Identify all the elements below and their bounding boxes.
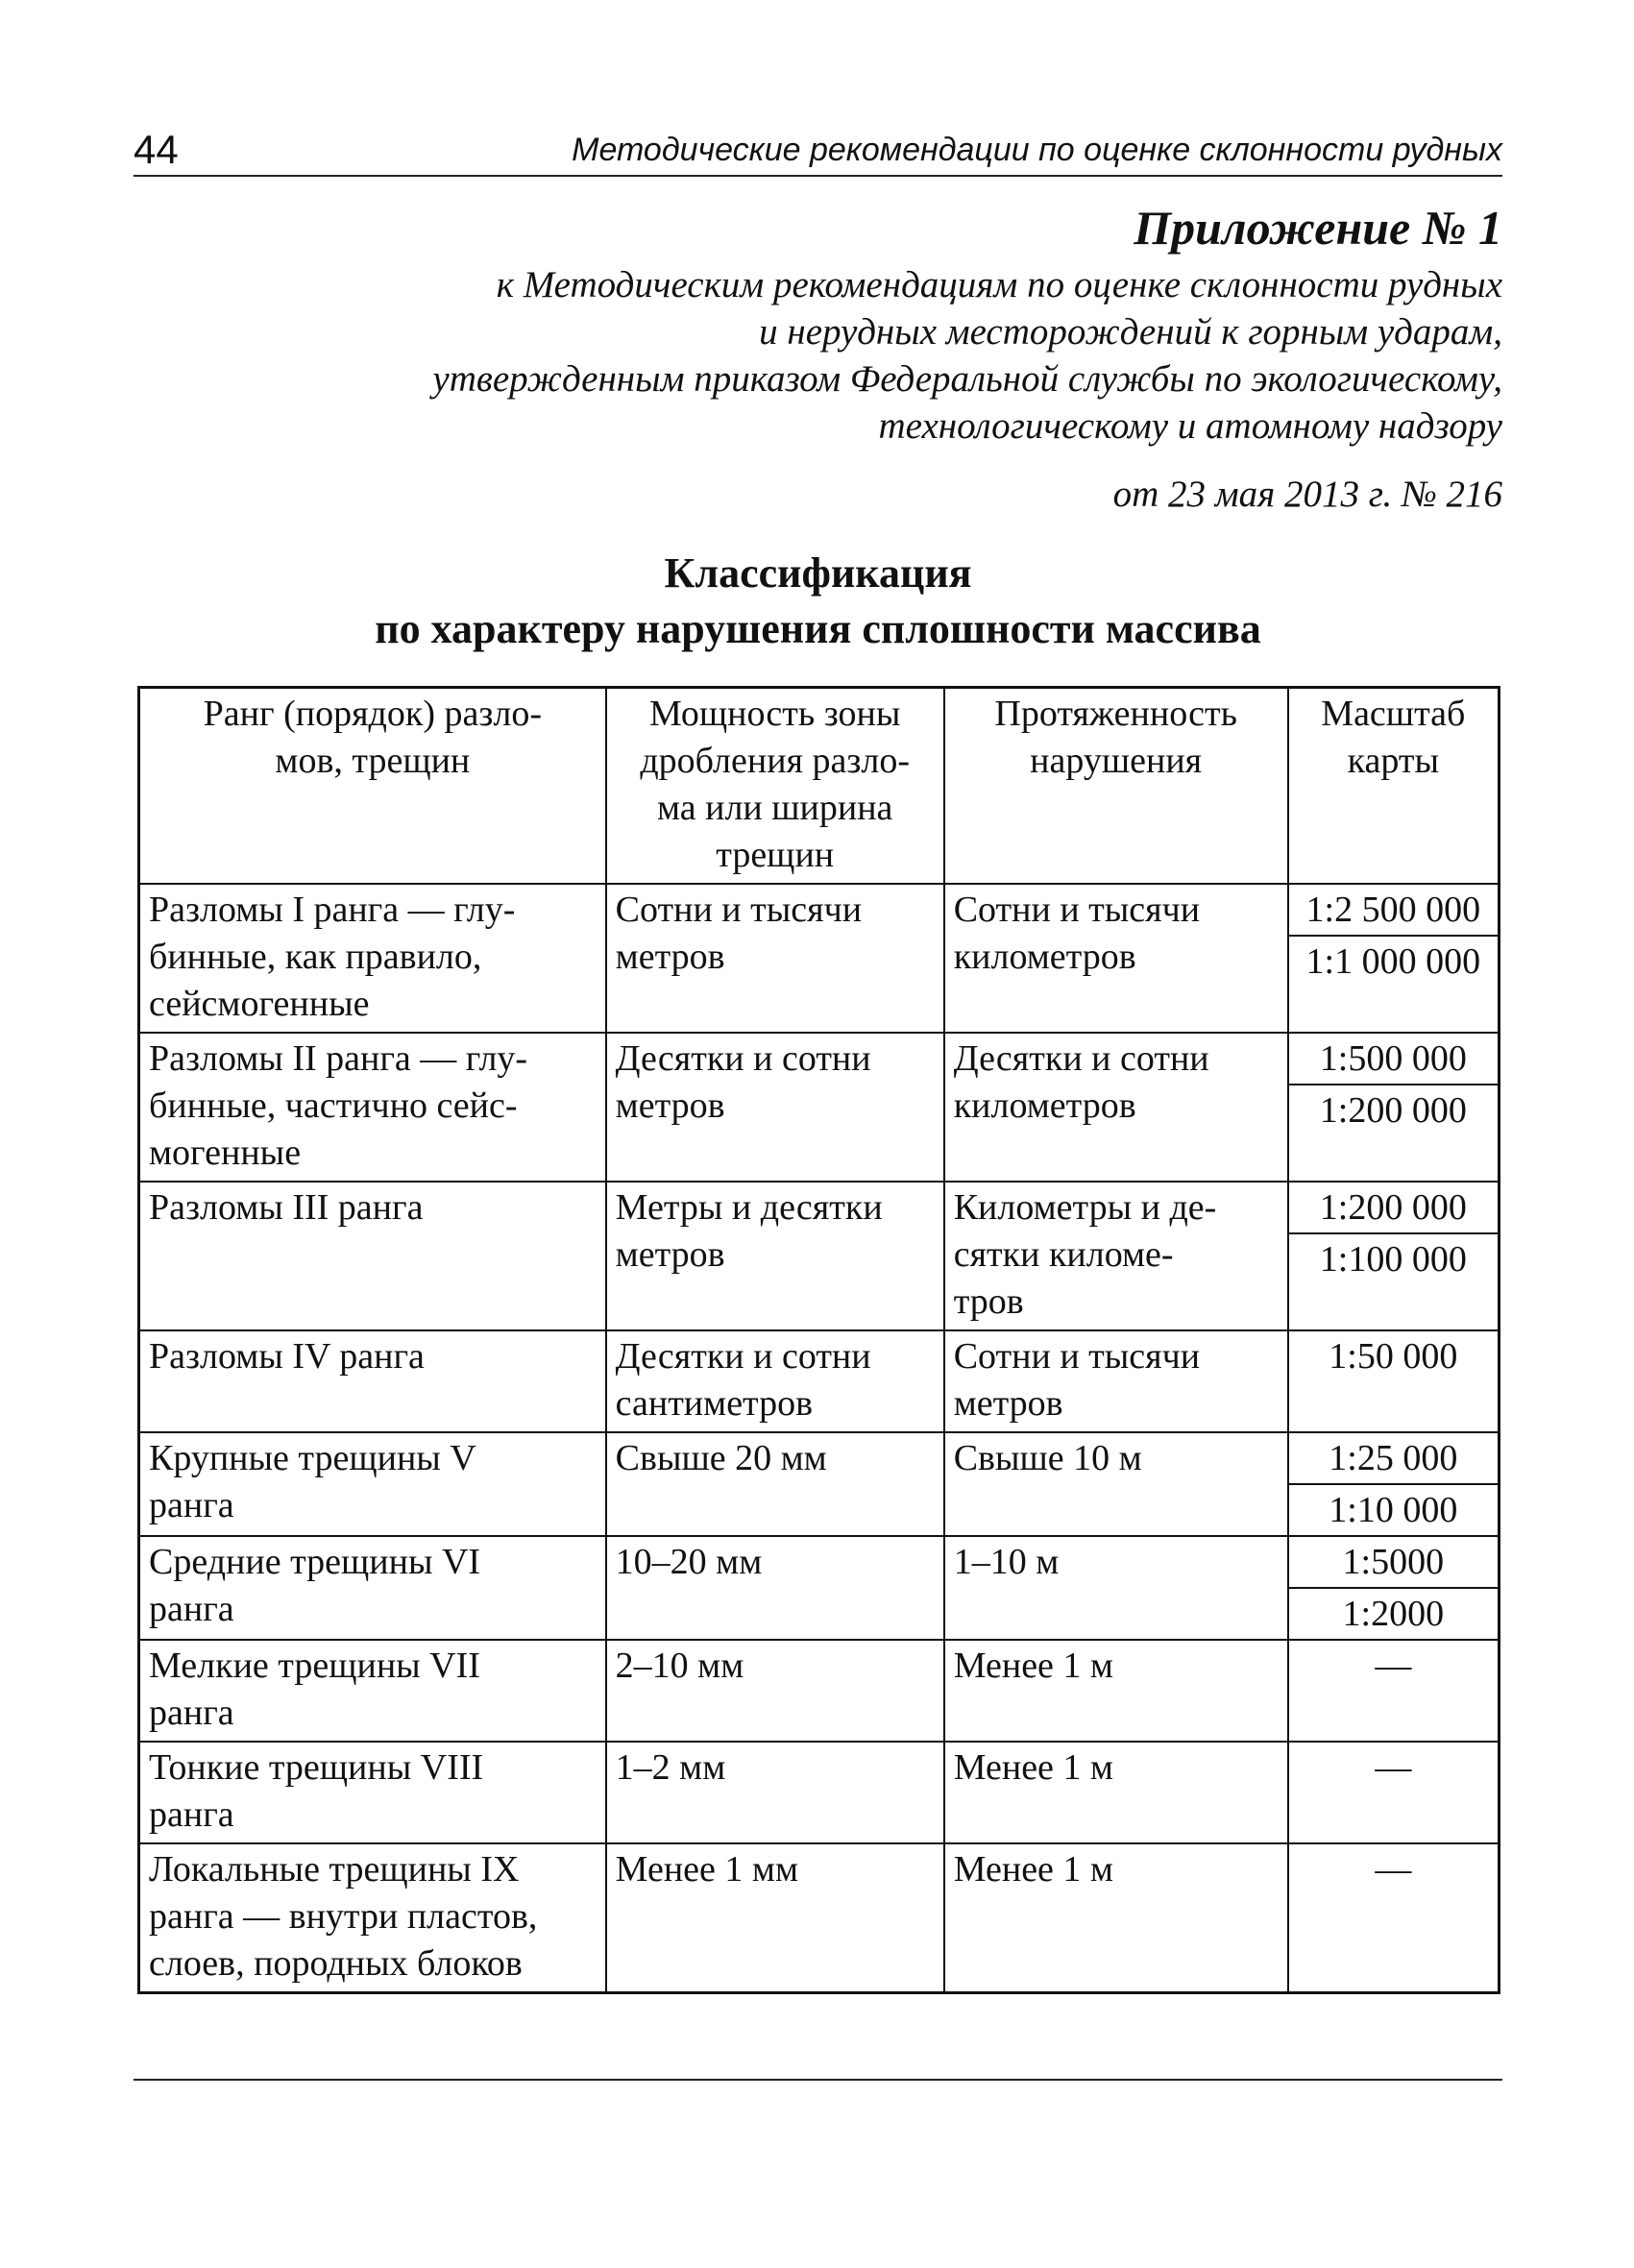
cell-rank: Разломы II ранга — глу- бинные, частично сейс- могенные: [139, 1033, 606, 1182]
table-row: [139, 884, 1500, 1033]
header-scale: Масштаб карты: [1288, 688, 1500, 885]
cell-scale: [1288, 1742, 1500, 1843]
cell-thickness: 1–2 мм: [606, 1742, 944, 1843]
cell-extent: Сотни и тысячи километров: [944, 884, 1288, 1033]
map-scale: —: [1375, 1747, 1412, 1788]
scale-list: [1289, 1183, 1498, 1284]
cell-thickness: Метры и десятки метров: [606, 1182, 944, 1330]
cell-scale: [1288, 1033, 1500, 1182]
cell-rank: Разломы III ранга: [139, 1182, 606, 1330]
appendix-block: [254, 198, 1502, 518]
cell-extent: Менее 1 м: [944, 1640, 1288, 1742]
map-scale: 1:2 500 000: [1305, 890, 1481, 930]
cell-scale: [1288, 1536, 1500, 1640]
scale-list: [1289, 1034, 1498, 1135]
appendix-line: технологическому и атомному надзору: [878, 405, 1502, 447]
map-scale: —: [1375, 1849, 1412, 1890]
cell-scale: [1288, 1843, 1500, 1993]
scale-list: [1289, 1433, 1498, 1535]
cell-thickness: 2–10 мм: [606, 1640, 944, 1742]
cell-extent: 1–10 м: [944, 1536, 1288, 1640]
running-title: Методические рекомендации по оценке склонности рудных: [572, 132, 1502, 168]
table-title-line: Классификация: [664, 549, 972, 597]
scale-list: [1289, 1743, 1498, 1792]
cell-rank: Средние трещины VI ранга: [139, 1536, 606, 1640]
scale-list: [1289, 1331, 1498, 1381]
appendix-title: Приложение № 1: [1134, 201, 1502, 255]
cell-scale: [1288, 1330, 1500, 1432]
page-header: [134, 125, 1502, 177]
scale-list: [1289, 1844, 1498, 1894]
table-row: [139, 1640, 1500, 1742]
table-row: [139, 1432, 1500, 1536]
cell-thickness: Десятки и сотни сантиметров: [606, 1330, 944, 1432]
classification-table: [137, 686, 1500, 1994]
map-scale: 1:200 000: [1289, 1084, 1498, 1135]
header-rank: Ранг (порядок) разло- мов, трещин: [139, 688, 606, 885]
map-scale: 1:25 000: [1329, 1438, 1458, 1478]
table-row: [139, 1536, 1500, 1640]
cell-scale: [1288, 1182, 1500, 1330]
table-title-line: по характеру нарушения сплошности массива: [375, 605, 1261, 652]
cell-extent: Свыше 10 м: [944, 1432, 1288, 1536]
map-scale: 1:2000: [1289, 1587, 1498, 1639]
map-scale: 1:100 000: [1289, 1232, 1498, 1284]
scale-list: [1289, 1537, 1498, 1639]
map-scale: 1:50 000: [1329, 1336, 1458, 1377]
scale-list: [1289, 885, 1498, 987]
cell-rank: Крупные трещины V ранга: [139, 1432, 606, 1536]
table-row: [139, 1843, 1500, 1993]
header-extent: Протяженность нарушения: [944, 688, 1288, 885]
cell-rank: Разломы I ранга — глу- бинные, как правило, сейсмогенные: [139, 884, 606, 1033]
appendix-line: к Методическим рекомендациям по оценке склонности рудных: [496, 264, 1502, 305]
cell-thickness: Менее 1 мм: [606, 1843, 944, 1993]
cell-rank: Локальные трещины IX ранга — внутри пластов, слоев, породных блоков: [139, 1843, 606, 1993]
cell-thickness: Десятки и сотни метров: [606, 1033, 944, 1182]
appendix-date: от 23 мая 2013 г. № 216: [1112, 474, 1502, 515]
table-row: [139, 1742, 1500, 1843]
table-row: [139, 1330, 1500, 1432]
map-scale: 1:200 000: [1319, 1187, 1467, 1228]
table-row: [139, 1182, 1500, 1330]
cell-rank: Разломы IV ранга: [139, 1330, 606, 1432]
table-title: [134, 546, 1502, 657]
page-number: 44: [134, 127, 179, 172]
cell-extent: Менее 1 м: [944, 1843, 1288, 1993]
cell-scale: [1288, 884, 1500, 1033]
cell-thickness: 10–20 мм: [606, 1536, 944, 1640]
appendix-line: утвержденным приказом Федеральной службы по экологическому,: [432, 358, 1502, 400]
table-row: [139, 1033, 1500, 1182]
scale-list: [1289, 1641, 1498, 1691]
footer-rule: [134, 2079, 1502, 2081]
map-scale: 1:5000: [1342, 1542, 1445, 1582]
table-body: [139, 884, 1500, 1993]
cell-scale: [1288, 1432, 1500, 1536]
header-thickness: Мощность зоны дробления разло- ма или ширина трещин: [606, 688, 944, 885]
cell-thickness: Свыше 20 мм: [606, 1432, 944, 1536]
cell-extent: Менее 1 м: [944, 1742, 1288, 1843]
table-header-row: [139, 688, 1500, 885]
cell-scale: [1288, 1640, 1500, 1742]
cell-extent: Километры и де- сятки киломе- тров: [944, 1182, 1288, 1330]
cell-rank: Мелкие трещины VII ранга: [139, 1640, 606, 1742]
map-scale: 1:1 000 000: [1289, 935, 1498, 987]
map-scale: —: [1375, 1646, 1412, 1686]
cell-thickness: Сотни и тысячи метров: [606, 884, 944, 1033]
appendix-line: и нерудных месторождений к горным ударам,: [759, 311, 1502, 353]
map-scale: 1:10 000: [1289, 1483, 1498, 1535]
cell-extent: Сотни и тысячи метров: [944, 1330, 1288, 1432]
map-scale: 1:500 000: [1319, 1038, 1467, 1079]
cell-rank: Тонкие трещины VIII ранга: [139, 1742, 606, 1843]
cell-extent: Десятки и сотни километров: [944, 1033, 1288, 1182]
